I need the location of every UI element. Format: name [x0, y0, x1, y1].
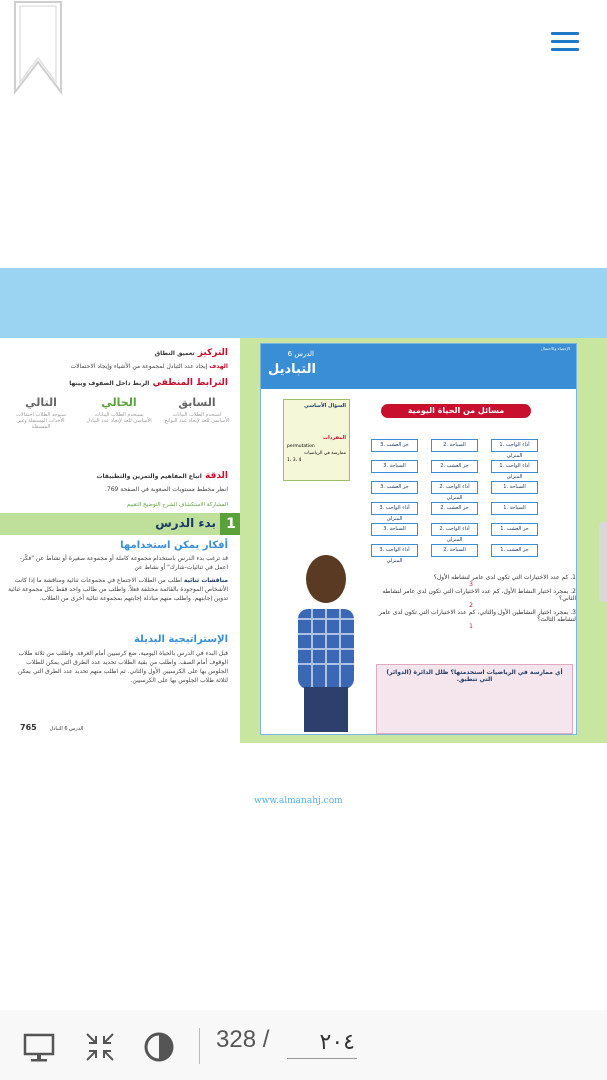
answer-1: 3 — [469, 581, 473, 588]
focus-subtitle: تعميق النطاق — [154, 350, 195, 357]
arrangement-cell: 2. جز العشب — [431, 460, 478, 473]
arrangement-cell: 3. أداء الواجب المنزلي — [371, 502, 418, 515]
left-page — [0, 338, 238, 738]
questions — [366, 574, 576, 654]
column-current: الحالي يستخدم الطلاب البيانات الأساسي للعد لإيجاد عدد التبادل — [86, 396, 152, 424]
arrangement-cell: 1. جز العشب — [491, 523, 538, 536]
rigor-text: انظر مخطط مستويات الصعوبة في الصفحة 769. — [105, 486, 228, 493]
vocab-label: المفردات — [323, 435, 346, 441]
column-next: التالي سيوجد الطلاب احتمالات الأحداث المستقلة وغير المستقلة — [16, 396, 66, 430]
practice-box-title: أي ممارسة في الرياضيات استخدمتها؟ ظلل الدائرة (الدوائر) التي تنطبق. — [386, 669, 563, 683]
coherence-columns — [8, 396, 230, 441]
essential-question-box — [283, 399, 350, 481]
student-illustration — [286, 539, 366, 739]
focus-goal-label: الهدف — [209, 363, 228, 370]
ideas-title: أفكار يمكن استخدامها — [120, 540, 228, 551]
watermark-text: www.almanahj.com — [254, 796, 343, 806]
arrangement-cell: 2. السباحة — [431, 544, 478, 557]
page-banner — [0, 268, 607, 338]
ideas-text: قد ترغب بدء الدرس باستخدام مجموعة كاملة أو مجموعة صغيرة أو نشاط عن "فكّر-اعمل في ثنائيات-شارك" أو نشاط عن — [19, 555, 228, 571]
footer-lesson: الدرس 6 التبادل — [49, 726, 84, 732]
arrangement-cell: 2. أداء الواجب المنزلي — [431, 481, 478, 494]
real-life-header: مسائل من الحياة اليومية — [381, 404, 531, 418]
rigor-subtitle: اتباع المفاهيم والتمرين والتطبيقات — [96, 473, 202, 480]
rigor-title: الدقة — [204, 471, 228, 481]
lesson-start-title: بدء الدرس — [155, 516, 216, 530]
alt-title: الإستراتيجية البديلة — [133, 634, 228, 645]
focus-title: التركيز — [197, 348, 228, 358]
practice-numbers: 1، 3، 4 — [287, 458, 302, 463]
arrangement-cell: 1. السباحة — [491, 502, 538, 515]
arrangement-cell: 3. السباحة — [371, 523, 418, 536]
answer-3: 1 — [469, 623, 473, 630]
total-pages: 328 — [216, 1026, 257, 1053]
lesson-title: التباديل — [268, 362, 316, 377]
arrangement-cell: 1. السباحة — [491, 481, 538, 494]
arrangement-cell: 2. أداء الواجب المنزلي — [431, 523, 478, 536]
practice-box — [376, 664, 573, 734]
essential-question-label: السؤال الأساسي — [304, 403, 346, 409]
right-page-content — [260, 343, 577, 735]
pair-title: مناقشات ثنائية — [183, 577, 228, 584]
contrast-icon[interactable] — [142, 1030, 176, 1064]
focus-goal: إيجاد عدد التبادل لمجموعة من الأشياء وإيجاد الاحتمالات — [70, 363, 208, 370]
page-number-left: 765 — [20, 723, 37, 732]
arrangement-cell: 1. أداء الواجب المنزلي — [491, 460, 538, 473]
document-viewer[interactable] — [0, 268, 607, 806]
pair-text: اطلب من الطلاب الاجتماع في مجموعات ثنائية ومناقشة ما إذا كانت الأشخاص الموجودة بالقائمة مختلفة فعلاً. واطلب من طالب واحد فقط بكل مجموعة ثنائية تدوين إجابتهم. واطلب منهم مبادلة إجابتهم بمجموعة ثنائية أخرى من الطلاب. — [8, 577, 228, 602]
arrangement-cell: 3. جز العشب — [371, 481, 418, 494]
page-separator: / — [262, 1026, 270, 1053]
practice-label: ممارسة في الرياضيات — [303, 451, 346, 456]
current-page-input[interactable] — [287, 1026, 357, 1059]
bottom-toolbar — [0, 1010, 607, 1080]
lesson-step-number: 1 — [220, 513, 242, 535]
lesson-title-bar — [261, 344, 576, 389]
header-tag: الإحصاء والاحتمال — [540, 346, 570, 351]
arrangement-cell: 3. السباحة — [371, 460, 418, 473]
engage-row: المشاركة الاستكشاف الشرح التوضيح التقييم — [126, 502, 228, 508]
bookmark-icon[interactable] — [12, 0, 64, 95]
monitor-icon[interactable] — [22, 1030, 56, 1064]
arrangement-cell: 3. جز العشب — [371, 439, 418, 452]
right-page — [240, 338, 607, 743]
question-1: 1. كم عدد الاختيارات التي تكون لدى عامر لنشاطه الأول؟ — [433, 574, 576, 581]
column-previous: السابق استخدم الطلاب البيانات الأساسي للعد لإيجاد عدد النواتج — [164, 396, 230, 424]
coherence-title: الترابط المنطقي — [152, 378, 228, 388]
question-2: 2. بمجرد اختيار النشاط الأول، كم عدد الاختيارات التي تكون لدى عامر لنشاطه الثاني؟ — [382, 588, 576, 602]
arrangement-cell: 1. جز العشب — [491, 544, 538, 557]
arrangement-cell: 2. جز العشب — [431, 502, 478, 515]
alt-text: قبل البدء في الدرس بالحياة اليومية، ضع كرسيين أمام الغرفة. واطلب من ثلاثة طلاب الوقوف أمام الصف. واطلب من بقية الطلاب تحديد عدد الطرق التي يمكن للطلاب الجلوس بها على الكرسيين الأول والثاني. ثم اطلب منهم تحديد عدد الطرق التي يمكن لثلاثة طلاب الجلوس بها على الكرسيين. — [17, 650, 228, 684]
lesson-label: الدرس 6 — [287, 350, 314, 358]
scroll-handle[interactable] — [599, 522, 607, 602]
question-3: 3. بمجرد اختيار النشاطين الأول والثاني، كم عدد الاختيارات التي تكون لدى عامر لنشاطه الثالث؟ — [378, 609, 576, 623]
arrangement-cell: 1. أداء الواجب المنزلي — [491, 439, 538, 452]
top-bar — [0, 0, 607, 110]
menu-icon[interactable] — [551, 32, 579, 54]
vocab-word: permutation — [287, 444, 315, 449]
toolbar-divider — [199, 1028, 200, 1064]
answer-2: 2 — [469, 602, 473, 609]
arrangement-cell: 2. السباحة — [431, 439, 478, 452]
fit-collapse-icon[interactable] — [83, 1030, 117, 1064]
arrangement-cell: 3. أداء الواجب المنزلي — [371, 544, 418, 557]
coherence-subtitle: الربط داخل الصفوف وبينها — [69, 380, 150, 387]
